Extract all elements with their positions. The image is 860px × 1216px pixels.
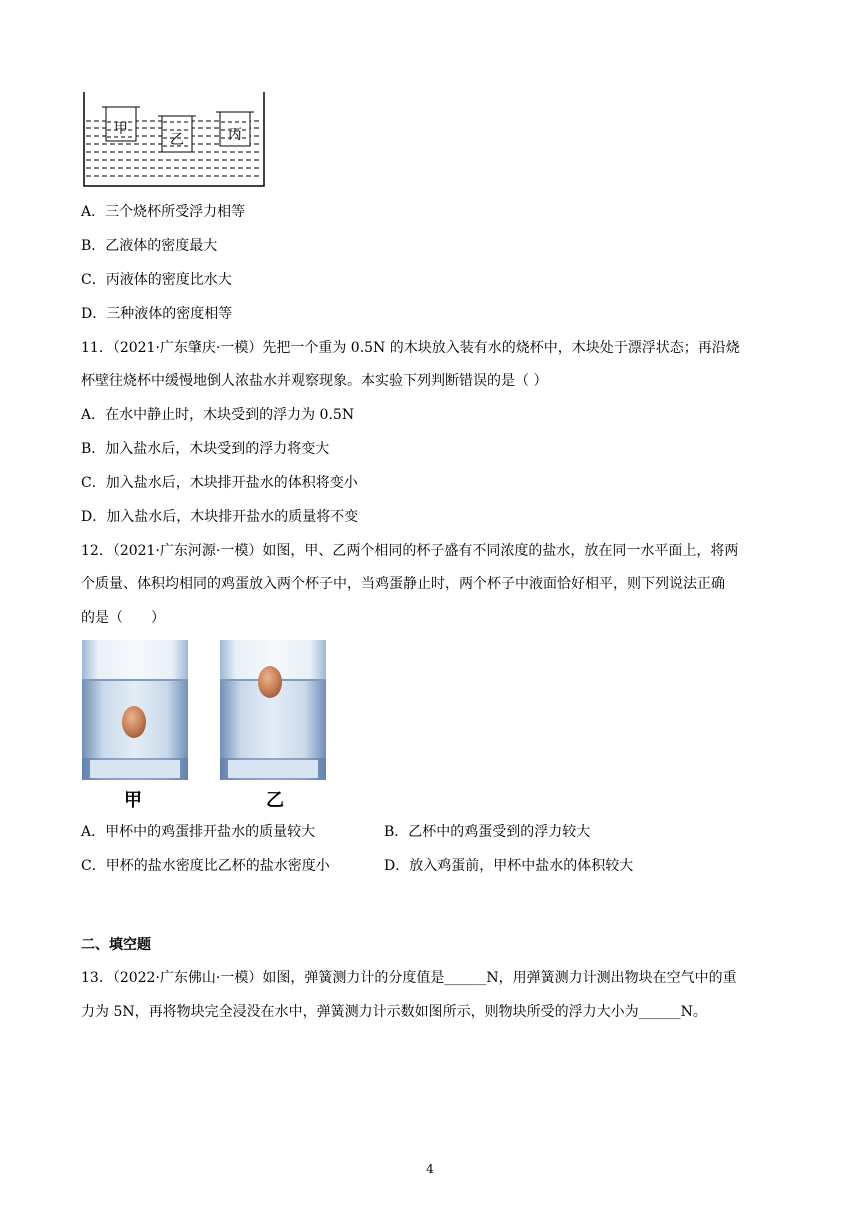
q10-option-b: B．乙液体的密度最大	[81, 238, 218, 254]
beaker-label-yi: 乙	[170, 132, 184, 148]
q12-stem-line3: 的是（ ）	[81, 610, 165, 626]
q11-option-d: D．加入盐水后，木块排开盐水的质量将不变	[81, 509, 359, 525]
q11-stem-line2: 杯壁往烧杯中缓慢地倒人浓盐水并观察现象。本实验下列判断错误的是（ ）	[81, 373, 548, 389]
egg-glasses-figure	[80, 640, 330, 812]
q11-option-b: B．加入盐水后，木块受到的浮力将变大	[81, 441, 330, 457]
q12-option-c: C．甲杯的盐水密度比乙杯的盐水密度小	[81, 858, 330, 874]
beaker-label-bing: 丙	[228, 127, 242, 143]
beakers-figure	[82, 92, 268, 188]
q10-option-a: A．三个烧杯所受浮力相等	[81, 204, 246, 220]
q12-stem-line2: 个质量、体积均相同的鸡蛋放入两个杯子中，当鸡蛋静止时，两个杯子中液面恰好相平，则下列说法正确	[81, 576, 725, 592]
q11-option-c: C．加入盐水后，木块排开盐水的体积将变小	[81, 475, 358, 491]
q10-option-c: C．丙液体的密度比水大	[81, 272, 232, 288]
q12-option-a: A．甲杯中的鸡蛋排开盐水的质量较大	[81, 824, 316, 840]
q11-option-a: A．在水中静止时，木块受到的浮力为 0.5N	[81, 407, 355, 423]
glass-label-yi: 乙	[266, 790, 284, 811]
q12-option-d: D．放入鸡蛋前，甲杯中盐水的体积较大	[384, 858, 634, 874]
q11-stem-line1: 11．（2021·广东肇庆·一模）先把一个重为 0.5N 的木块放入装有水的烧杯中，木块处于漂浮状态；再沿烧	[81, 340, 740, 356]
glass-label-jia: 甲	[124, 790, 142, 811]
egg-yi	[258, 666, 282, 698]
q13-stem-line1: 13．（2022·广东佛山·一模）如图，弹簧测力计的分度值是______N，用弹簧测力计测出物块在空气中的重	[81, 970, 737, 986]
beaker-label-jia: 甲	[114, 121, 128, 137]
section-title: 二、填空题	[81, 937, 151, 953]
q12-option-b: B．乙杯中的鸡蛋受到的浮力较大	[384, 824, 591, 840]
q10-option-d: D．三种液体的密度相等	[81, 306, 233, 322]
page-number: 4	[426, 1162, 434, 1176]
q13-stem-line2: 力为 5N，再将物块完全浸没在水中，弹簧测力计示数如图所示，则物块所受的浮力大小为______N。	[81, 1004, 707, 1020]
egg-jia	[122, 706, 146, 738]
q12-stem-line1: 12．（2021·广东河源·一模）如图，甲、乙两个相同的杯子盛有不同浓度的盐水，放在同一水平面上，将两	[81, 543, 739, 559]
